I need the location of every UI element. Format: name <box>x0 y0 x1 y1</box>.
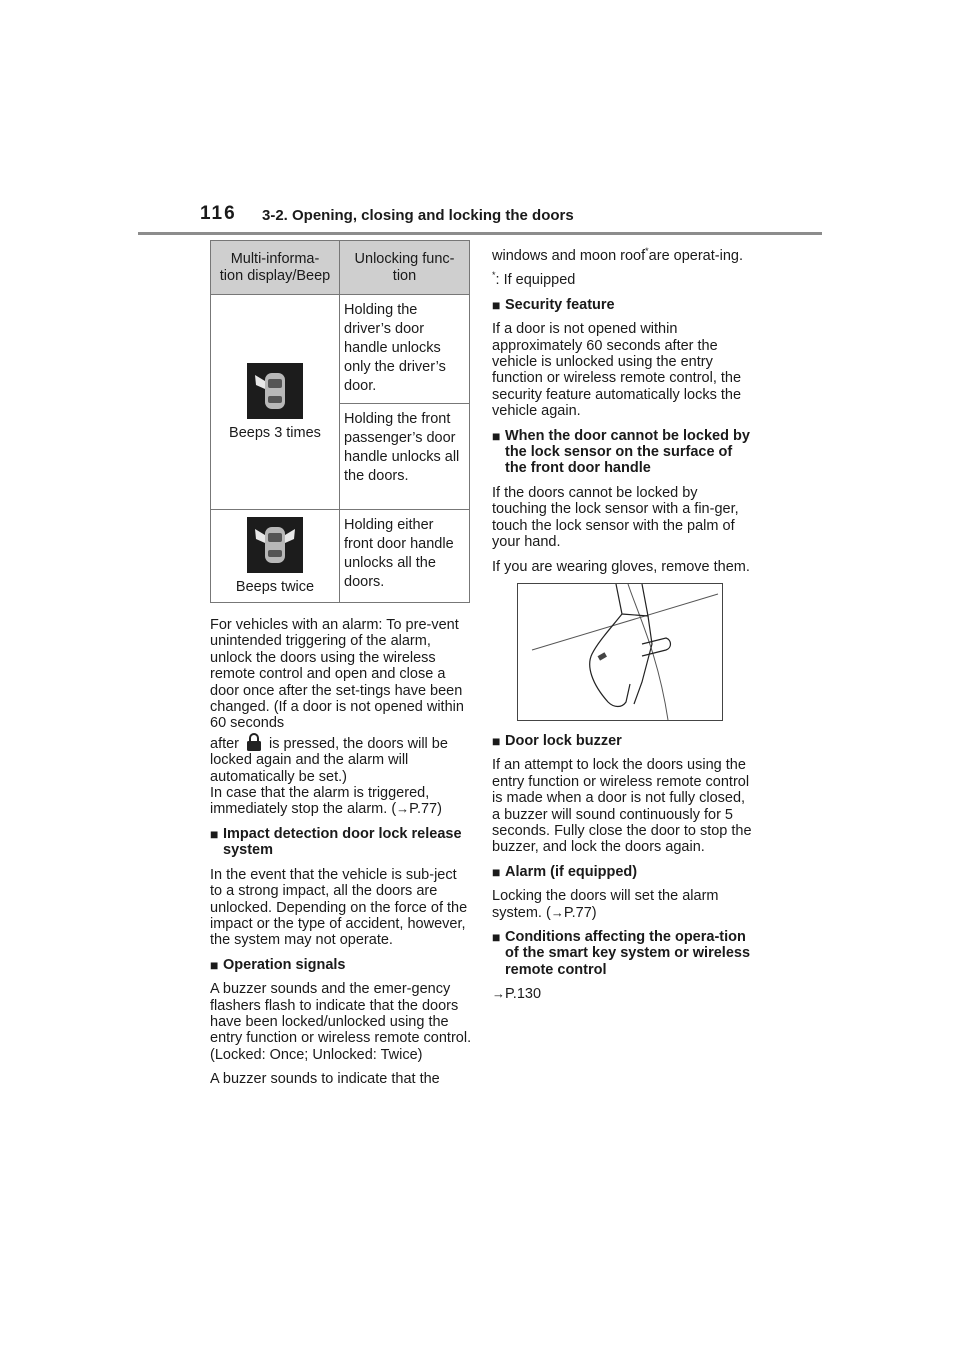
function-cell: Holding either front door handle unlocks all the doors. <box>340 510 470 603</box>
driver-door-open-icon <box>247 363 303 419</box>
security-paragraph: If a door is not opened within approximately 60 seconds after the vehicle is unlocked using the entry function or wireless remote control, the security feature automatically locks the vehicle again. <box>492 321 742 420</box>
table-header-function: Unlocking func- tion <box>340 241 470 295</box>
alarm-set-paragraph: Locking the doors will set the alarm system. (→P.77) <box>492 888 719 921</box>
table-header-display: Multi-informa- tion display/Beep <box>211 241 340 295</box>
display-cell <box>211 295 340 510</box>
function-cell: Holding the driver’s door handle unlocks only the driver’s door. <box>340 295 470 404</box>
right-column <box>492 248 754 1011</box>
palm-lock-illustration <box>517 583 723 721</box>
continued-paragraph: windows and moon roof*are operat-ing. <box>492 246 743 264</box>
signals-heading: ■ Operation signals <box>210 956 346 973</box>
front-doors-open-icon <box>247 517 303 573</box>
sensor-paragraph-1: If the doors cannot be locked by touching the lock sensor with a fin-ger, touch the lock sensor with the palm of your hand. <box>492 484 739 551</box>
alarm-paragraph: For vehicles with an alarm: To pre-vent unintended triggering of the alarm, unlock the doors using the wireless remote control and open and close a door once after the set-tings have been changed. (If a door is not opened within 60 seconds after is pressed, the doors will be locked again and the alarm will automatically be set.) In case that the alarm is triggered, immediately stop the alarm. (→P.77) <box>210 617 464 818</box>
beep-label: Beeps twice <box>235 578 315 595</box>
table-row <box>211 510 470 603</box>
signals-paragraph-2: A buzzer sounds to indicate that the <box>210 1071 440 1088</box>
left-column <box>210 240 472 1096</box>
lock-icon <box>243 732 265 752</box>
sensor-heading: ■ When the door cannot be locked by the lock sensor on the surface of the front door handle <box>492 427 750 477</box>
impact-heading: ■ Impact detection door lock release system <box>210 825 462 859</box>
signals-paragraph: A buzzer sounds and the emer-gency flashers flash to indicate that the doors have been locked/unlocked using the entry function or wireless remote control. (Locked: Once; Unlocked: Twice) <box>210 981 472 1063</box>
header-rule <box>138 232 822 235</box>
beep-label: Beeps 3 times <box>229 424 321 441</box>
table-row <box>211 295 470 404</box>
security-heading: ■ Security feature <box>492 296 615 313</box>
impact-paragraph: In the event that the vehicle is sub-ject to a strong impact, all the doors are unlocked. Depending on the force of the impact or the type of accident, however, the system may not operate. <box>210 866 468 949</box>
buzzer-paragraph: If an attempt to lock the doors using the entry function or wireless remote control is made when a door is not fully closed, a buzzer will sound continuously for 5 seconds. Fully close the door to stop the buzzer, and lock the doors again. <box>492 757 752 856</box>
function-cell: Holding the front passenger’s door handle unlocks all the doors. <box>340 403 470 510</box>
alarm-heading: ■ Alarm (if equipped) <box>492 863 638 880</box>
section-title: 3-2. Opening, closing and locking the doors <box>262 207 574 224</box>
page-number: 116 <box>200 203 237 224</box>
footnote: *: If equipped <box>492 270 576 289</box>
buzzer-heading: ■ Door lock buzzer <box>492 732 622 749</box>
sensor-paragraph-2: If you are wearing gloves, remove them. <box>492 558 750 575</box>
unlock-signal-table <box>210 240 470 603</box>
conditions-ref: →P.130 <box>492 986 542 1003</box>
conditions-heading: ■ Conditions affecting the opera-tion of the smart key system or wireless remote control <box>492 928 751 978</box>
display-cell <box>211 510 340 603</box>
